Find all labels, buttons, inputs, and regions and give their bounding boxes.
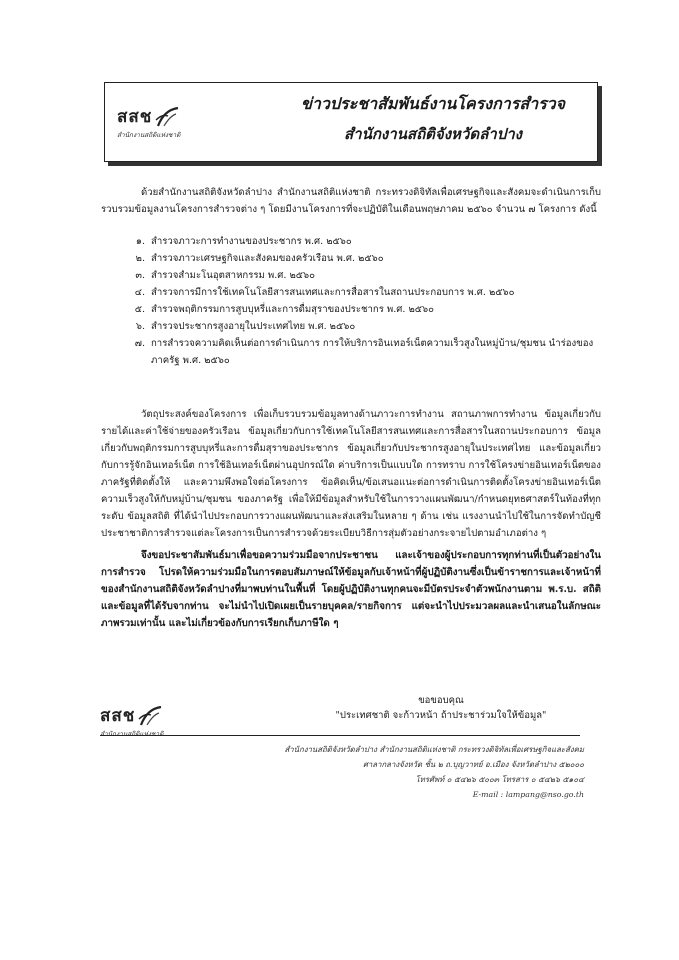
project-list [101,233,601,369]
objective-paragraph: วัตถุประสงค์ของโครงการ เพื่อเก็บรวบรวมข้อมูลทางด้านภาวะการทำงาน สถานภาพการทำงาน ข้อมูลเกี่ยวกับรายได้และค่าใช้จ่ายของครัวเรือน ข้อมูลเกี่ยวกับการใช้เทคโนโลยีสารสนเทศและการสื่อสารในสถานประกอบการ ข้อมูลเกี่ยวกับพฤติกรรมการสูบบุหรี่และการดื่มสุราของประชากร ข้อมูลเกี่ยวกับประชากรสูงอายุในประเทศไทย และข้อมูลเกี่ยวกับการรู้จักอินเทอร์เน็ต การใช้อินเทอร์เน็ตผ่านอุปกรณ์ใด ค่าบริการเป็นแบบใด การทราบ การใช้โครงข่ายอินเทอร์เน็ตของภาครัฐที่ติดตั้งให้ และความพึงพอใจต่อโครงการ ข้อคิดเห็น/ข้อเสนอแนะต่อการดำเนินการติดตั้งโครงข่ายอินเทอร์เน็ตความเร็วสูงให้กับหมู่บ้าน/ชุมชน ของภาครัฐ เพื่อให้มีข้อมูลสำหรับใช้ในการวางแผนพัฒนา/กำหนดยุทธศาสตร์ในท้องที่ทุกระดับ ข้อมูลสถิติ ที่ได้นำไปประกอบการวางแผนพัฒนาและส่งเสริมในหลาย ๆ ด้าน เช่น แรงงานนำไปใช้ในการจัดทำบัญชีประชาชาติการสำรวจแต่ละโครงการเป็นการสำรวจด้วยระเบียบวิธีการสุ่มตัวอย่างกระจายไปตามอำเภอต่าง ๆ [101,409,601,539]
footer-nso-logo [100,702,163,739]
footer-logo-org-name: สำนักงานสถิติแห่งชาติ [100,730,164,738]
intro-paragraph: ด้วยสำนักงานสถิติจังหวัดลำปาง สำนักงานสถิติแห่งชาติ กระทรวงดิจิทัลเพื่อเศรษฐกิจและสังคมจะดำเนินการเก็บรวบรวมข้อมูลงานโครงการสำรวจต่าง ๆ โดยมีงานโครงการที่จะปฏิบัติในเดือนพฤษภาคม ๒๕๖๐ จำนวน ๗ โครงการ ดังนี้ [101,187,601,215]
footer-logo-emblem-icon [137,705,163,727]
request-paragraph: จึงขอประชาสัมพันธ์มาเพื่อขอความร่วมมือจากประชาชน และเจ้าของผู้ประกอบการทุกท่านที่เป็นตัวอย่างในการสำรวจ โปรดให้ความร่วมมือในการตอบสัมภาษณ์ให้ข้อมูลกับเจ้าหน้าที่ผู้ปฏิบัติงานซึ่งเป็นข้าราชการและเจ้าหน้าที่ของสำนักงานสถิติจังหวัดลำปางที่มาพบท่านในพื้นที่ โดยผู้ปฏิบัติงานทุกคนจะมีบัตรประจำตัวพนักงานตาม พ.ร.บ. สถิติและข้อมูลที่ได้รับจากท่าน จะไม่นำไปเปิดเผยเป็นรายบุคคล/รายกิจการ แต่จะนำไปประมวลผลและนำเสนอในลักษณะภาพรวมเท่านั้น และไม่เกี่ยวข้องกับการเรียกเก็บภาษีใด ๆ [101,550,601,629]
list-item: ๗. การสำรวจความคิดเห็นต่อการดำเนินการ การให้บริการอินเทอร์เน็ตความเร็วสูงในหมู่บ้าน/ชุมชน นำร่องของภาครัฐ พ.ศ. ๒๕๖๐ [134,338,594,366]
slogan-text: "ประเทศชาติ จะก้าวหน้า ถ้าประชาร่วมใจให้ข้อมูล" [335,710,547,721]
logo-text: สสช [117,107,153,127]
header-box [104,82,598,162]
contact-line: สำนักงานสถิติจังหวัดลำปาง สำนักงานสถิติแห่งชาติ กระทรวงดิจิทัลเพื่อเศรษฐกิจและสังคม [284,745,584,754]
logo-emblem-icon [154,106,180,128]
contact-line: โทรศัพท์ ๐ ๕๔๒๖ ๕๐๐๓ โทรสาร ๐ ๕๔๒๖ ๕๑๐๔ [415,775,584,784]
thanks-text: ขอขอบคุณ [418,695,464,706]
contact-block [240,742,584,802]
contact-email: E-mail : lampang@nso.go.th [472,790,584,799]
document-title: ข่าวประชาสัมพันธ์งานโครงการสำรวจ [300,94,566,113]
document-subtitle: สำนักงานสถิติจังหวัดลำปาง [344,125,522,143]
contact-line: ศาลากลางจังหวัด ชั้น ๒ ถ.บุญวาทย์ อ.เมือง จังหวัดลำปาง ๕๒๐๐๐ [362,760,584,769]
nso-logo [117,103,180,140]
list-item: ๒. สำรวจภาวะเศรษฐกิจและสังคมของครัวเรือน พ.ศ. ๒๕๖๐ [135,253,384,264]
footer-logo-text: สสช [100,706,136,726]
signoff [296,693,586,723]
list-item: ๖. สำรวจประชากรสูงอายุในประเทศไทย พ.ศ. ๒๕๖๐ [135,321,356,332]
logo-org-name: สำนักงานสถิติแห่งชาติ [117,131,181,139]
footer-divider [100,735,580,736]
list-item: ๕. สำรวจพฤติกรรมการสูบบุหรี่และการดื่มสุราของประชากร พ.ศ. ๒๕๖๐ [134,304,434,315]
list-item: ๔. สำรวจการมีการใช้เทคโนโลยีสารสนเทศและการสื่อสารในสถานประกอบการ พ.ศ. ๒๕๖๐ [134,287,515,298]
list-item: ๓. สำรวจสำมะโนอุตสาหกรรม พ.ศ. ๒๕๖๐ [135,270,315,281]
list-item: ๑. สำรวจภาวะการทำงานของประชากร พ.ศ. ๒๕๖๐ [135,236,352,247]
